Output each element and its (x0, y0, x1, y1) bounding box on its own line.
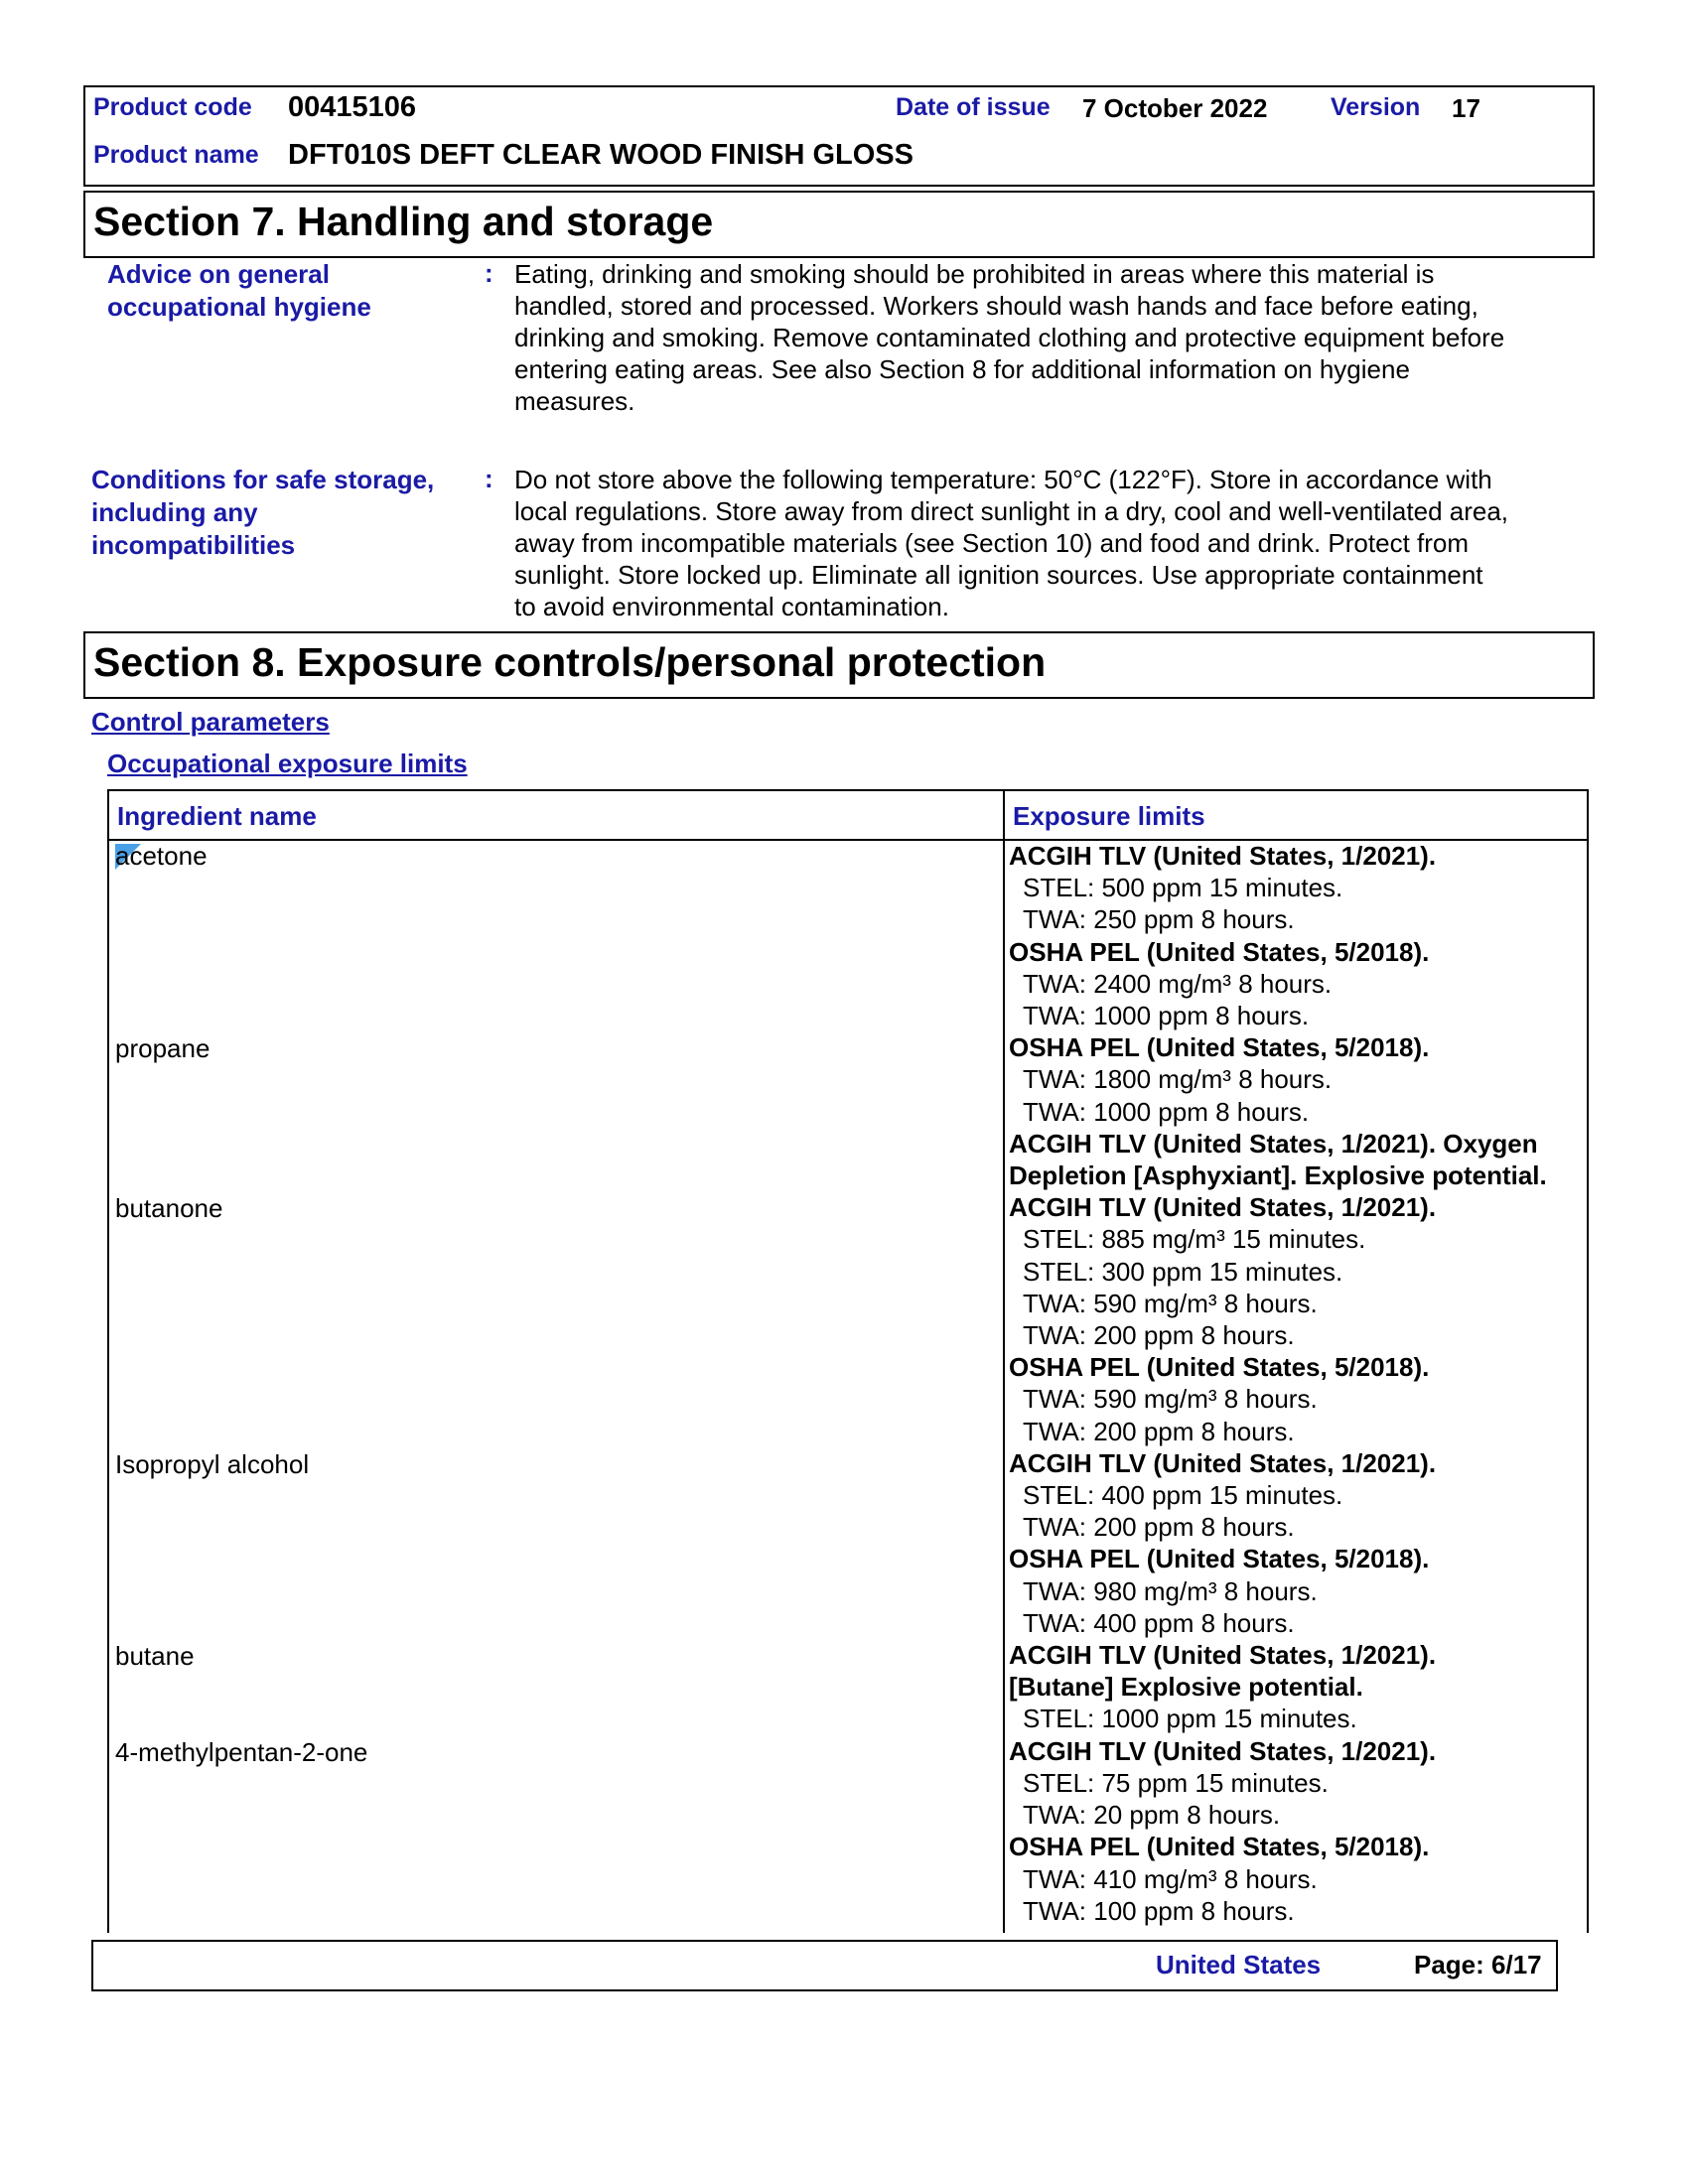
hygiene-text-line: entering eating areas. See also Section 8 for additional information on hygiene (514, 354, 1410, 384)
storage-label-line: Conditions for safe storage, (91, 465, 435, 494)
exposure-limit-standard: OSHA PEL (United States, 5/2018). (1009, 1032, 1430, 1063)
table-header-row (107, 789, 1589, 841)
exposure-limit-value: TWA: 400 ppm 8 hours. (1023, 1607, 1295, 1638)
hygiene-text-line: handled, stored and processed. Workers should wash hands and face before eating, (514, 291, 1478, 321)
exposure-limit-standard: OSHA PEL (United States, 5/2018). (1009, 1352, 1430, 1383)
date-of-issue-value: 7 October 2022 (1082, 93, 1268, 123)
storage-text-line: sunlight. Store locked up. Eliminate all ignition sources. Use appropriate containment (514, 560, 1483, 590)
product-code-value: 00415106 (288, 91, 417, 123)
hygiene-label-line: occupational hygiene (107, 292, 371, 322)
section-7-title: Section 7. Handling and storage (93, 199, 714, 244)
storage-text-line: Do not store above the following temperature: 50°C (122°F). Store in accordance with (514, 465, 1492, 494)
exposure-limit-value: STEL: 1000 ppm 15 minutes. (1023, 1704, 1357, 1734)
product-name-value: DFT010S DEFT CLEAR WOOD FINISH GLOSS (288, 139, 914, 171)
storage-text-line: away from incompatible materials (see Section 10) and food and drink. Protect from (514, 528, 1470, 558)
control-parameters-link[interactable]: Control parameters (91, 707, 330, 737)
exposure-limit-standard: [Butane] Explosive potential. (1009, 1672, 1363, 1703)
hygiene-colon: : (485, 258, 493, 288)
exposure-limit-standard: OSHA PEL (United States, 5/2018). (1009, 1544, 1430, 1574)
ingredient-butane: butane (115, 1641, 195, 1671)
exposure-limit-standard: Depletion [Asphyxiant]. Explosive potential. (1009, 1160, 1547, 1191)
exposure-limit-standard: ACGIH TLV (United States, 1/2021). (1009, 1735, 1437, 1766)
storage-label-line: including any (91, 497, 258, 527)
document-header (83, 85, 1595, 187)
hygiene-label (107, 258, 371, 324)
exposure-limit-standard: ACGIH TLV (United States, 1/2021). (1009, 1447, 1437, 1478)
exposure-limit-value: TWA: 20 ppm 8 hours. (1023, 1800, 1281, 1831)
hygiene-label-line: Advice on general (107, 259, 330, 289)
exposure-limit-standard: ACGIH TLV (United States, 1/2021). Oxygen (1009, 1128, 1538, 1159)
exposure-limit-value: STEL: 400 ppm 15 minutes. (1023, 1480, 1343, 1511)
exposure-limit-value: STEL: 300 ppm 15 minutes. (1023, 1256, 1343, 1287)
exposure-limit-value: TWA: 200 ppm 8 hours. (1023, 1416, 1295, 1446)
hygiene-text-line: drinking and smoking. Remove contaminated clothing and protective equipment before (514, 323, 1505, 352)
exposure-limit-value: TWA: 2400 mg/m³ 8 hours. (1023, 968, 1333, 999)
exposure-limit-value: TWA: 200 ppm 8 hours. (1023, 1512, 1295, 1543)
storage-label (91, 464, 434, 562)
table-column-divider (1003, 789, 1005, 1933)
page-footer (91, 1940, 1558, 1991)
storage-label-line: incompatibilities (91, 530, 296, 560)
exposure-limit-value: TWA: 590 mg/m³ 8 hours. (1023, 1288, 1318, 1318)
ingredient-propane: propane (115, 1033, 211, 1063)
version-value: 17 (1452, 93, 1480, 123)
product-code-label: Product code (93, 93, 252, 121)
hygiene-text-line: Eating, drinking and smoking should be prohibited in areas where this material is (514, 259, 1435, 289)
footer-page-number: Page: 6/17 (1414, 1950, 1542, 1979)
ingredient-acetone: acetone (115, 841, 208, 871)
storage-text (514, 464, 1508, 622)
ingredient-butanone: butanone (115, 1193, 223, 1223)
storage-text-line: to avoid environmental contamination. (514, 592, 949, 621)
exposure-limit-value: STEL: 500 ppm 15 minutes. (1023, 873, 1343, 903)
occupational-limits-link[interactable]: Occupational exposure limits (107, 749, 468, 778)
exposure-limit-value: STEL: 75 ppm 15 minutes. (1023, 1767, 1329, 1798)
product-name-label: Product name (93, 141, 259, 169)
footer-country: United States (1156, 1950, 1322, 1979)
exposure-limit-value: TWA: 1000 ppm 8 hours. (1023, 1096, 1310, 1127)
exposure-limit-standard: ACGIH TLV (United States, 1/2021). (1009, 1192, 1437, 1223)
exposure-limit-standard: OSHA PEL (United States, 5/2018). (1009, 936, 1430, 967)
exposure-limit-value: STEL: 885 mg/m³ 15 minutes. (1023, 1224, 1366, 1255)
exposure-limit-value: TWA: 1000 ppm 8 hours. (1023, 1001, 1310, 1031)
section-8-header (83, 631, 1595, 699)
exposure-limit-value: TWA: 1800 mg/m³ 8 hours. (1023, 1064, 1333, 1095)
section-8-title: Section 8. Exposure controls/personal protection (93, 639, 1047, 685)
ingredient-4-methylpentan-2-one: 4-methylpentan-2-one (115, 1737, 368, 1767)
exposure-limit-value: TWA: 250 ppm 8 hours. (1023, 904, 1295, 935)
col-exposure-limits: Exposure limits (1013, 801, 1205, 831)
storage-colon: : (485, 464, 493, 493)
exposure-limit-value: TWA: 200 ppm 8 hours. (1023, 1320, 1295, 1351)
table-border-right (1587, 839, 1589, 1933)
table-border-left (107, 839, 109, 1933)
hygiene-text-line: measures. (514, 386, 635, 416)
exposure-limit-standard: OSHA PEL (United States, 5/2018). (1009, 1832, 1430, 1862)
exposure-limit-standard: ACGIH TLV (United States, 1/2021). (1009, 841, 1437, 871)
hygiene-text (514, 258, 1504, 417)
exposure-limit-value: TWA: 590 mg/m³ 8 hours. (1023, 1384, 1318, 1415)
exposure-limit-standard: ACGIH TLV (United States, 1/2021). (1009, 1640, 1437, 1671)
version-label: Version (1331, 93, 1421, 121)
exposure-limits-column (1009, 840, 1585, 1927)
exposure-limit-value: TWA: 100 ppm 8 hours. (1023, 1895, 1295, 1926)
ingredient-isopropyl-alcohol: Isopropyl alcohol (115, 1449, 310, 1479)
exposure-limit-value: TWA: 410 mg/m³ 8 hours. (1023, 1863, 1318, 1894)
date-of-issue-label: Date of issue (896, 93, 1051, 121)
exposure-limit-value: TWA: 980 mg/m³ 8 hours. (1023, 1575, 1318, 1606)
storage-text-line: local regulations. Store away from direct sunlight in a dry, cool and well-ventilated area, (514, 496, 1509, 526)
col-ingredient-name: Ingredient name (117, 801, 317, 831)
section-7-header (83, 191, 1595, 258)
